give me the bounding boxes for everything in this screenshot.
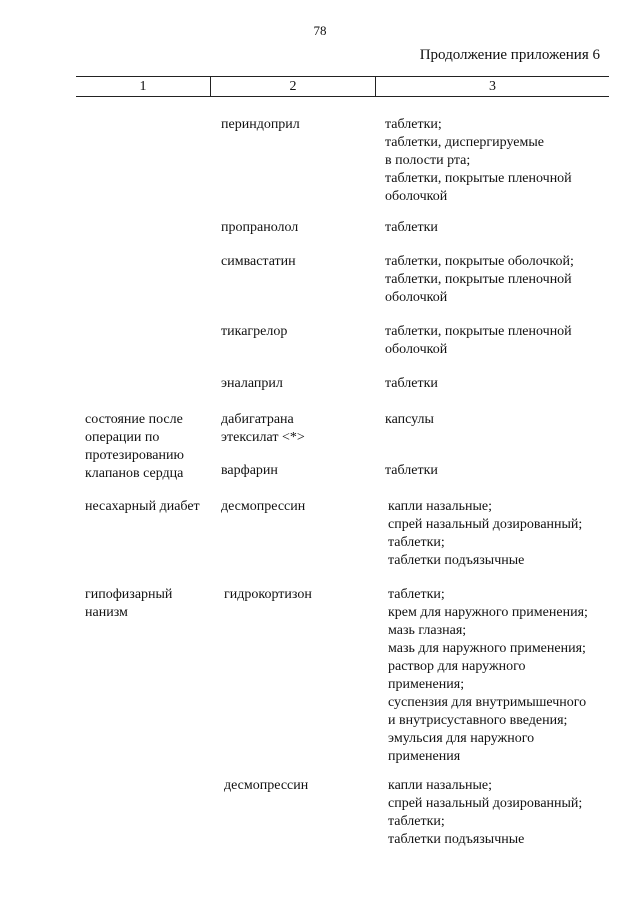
drug-name: периндоприл [221, 117, 300, 132]
column-1-header: 1 [76, 77, 211, 96]
page-number: 78 [313, 23, 327, 38]
column-3-header: 3 [489, 79, 496, 94]
condition-name: состояние после операции по протезированию клапанов сердца [85, 412, 184, 481]
dosage-forms: таблетки, покрытые оболочкой; таблетки, покрытые пленочной оболочкой [385, 254, 574, 305]
condition-name: гипофизарный нанизм [85, 587, 173, 620]
drug-name: дабигатрана этексилат <*> [221, 412, 305, 445]
dosage-forms: капли назальные; спрей назальный дозированный; таблетки; таблетки подъязычные [388, 499, 583, 568]
drug-name: симвастатин [221, 254, 296, 269]
condition-name: несахарный диабет [85, 499, 200, 514]
drug-name: десмопрессин [221, 499, 306, 514]
drug-name: варфарин [221, 463, 278, 478]
drug-name: пропранолол [221, 220, 299, 235]
dosage-forms: таблетки, покрытые пленочной оболочкой [385, 324, 572, 357]
dosage-forms: таблетки [385, 220, 438, 235]
column-2-header: 2 [211, 77, 376, 96]
continuation-heading: Продолжение приложения 6 [419, 47, 600, 63]
dosage-forms: таблетки; таблетки, диспергируемые в полости рта; таблетки, покрытые пленочной оболочкой [385, 117, 572, 204]
dosage-forms: таблетки [385, 463, 438, 478]
dosage-forms: таблетки [385, 376, 438, 391]
drug-name: гидрокортизон [224, 587, 312, 602]
dosage-forms: таблетки; крем для наружного применения; мазь глазная; мазь для наружного применения; раствор для наружного применения; суспензия для внутримышечного и внутрисуставного введения; эмульсия для наружного применения [388, 587, 588, 764]
drug-name: тикагрелор [221, 324, 288, 339]
table-header-row [76, 76, 609, 97]
dosage-forms: капли назальные; спрей назальный дозированный; таблетки; таблетки подъязычные [388, 778, 583, 847]
drug-name: эналаприл [221, 376, 283, 391]
dosage-forms: капсулы [385, 412, 434, 427]
drug-name: десмопрессин [224, 778, 309, 793]
